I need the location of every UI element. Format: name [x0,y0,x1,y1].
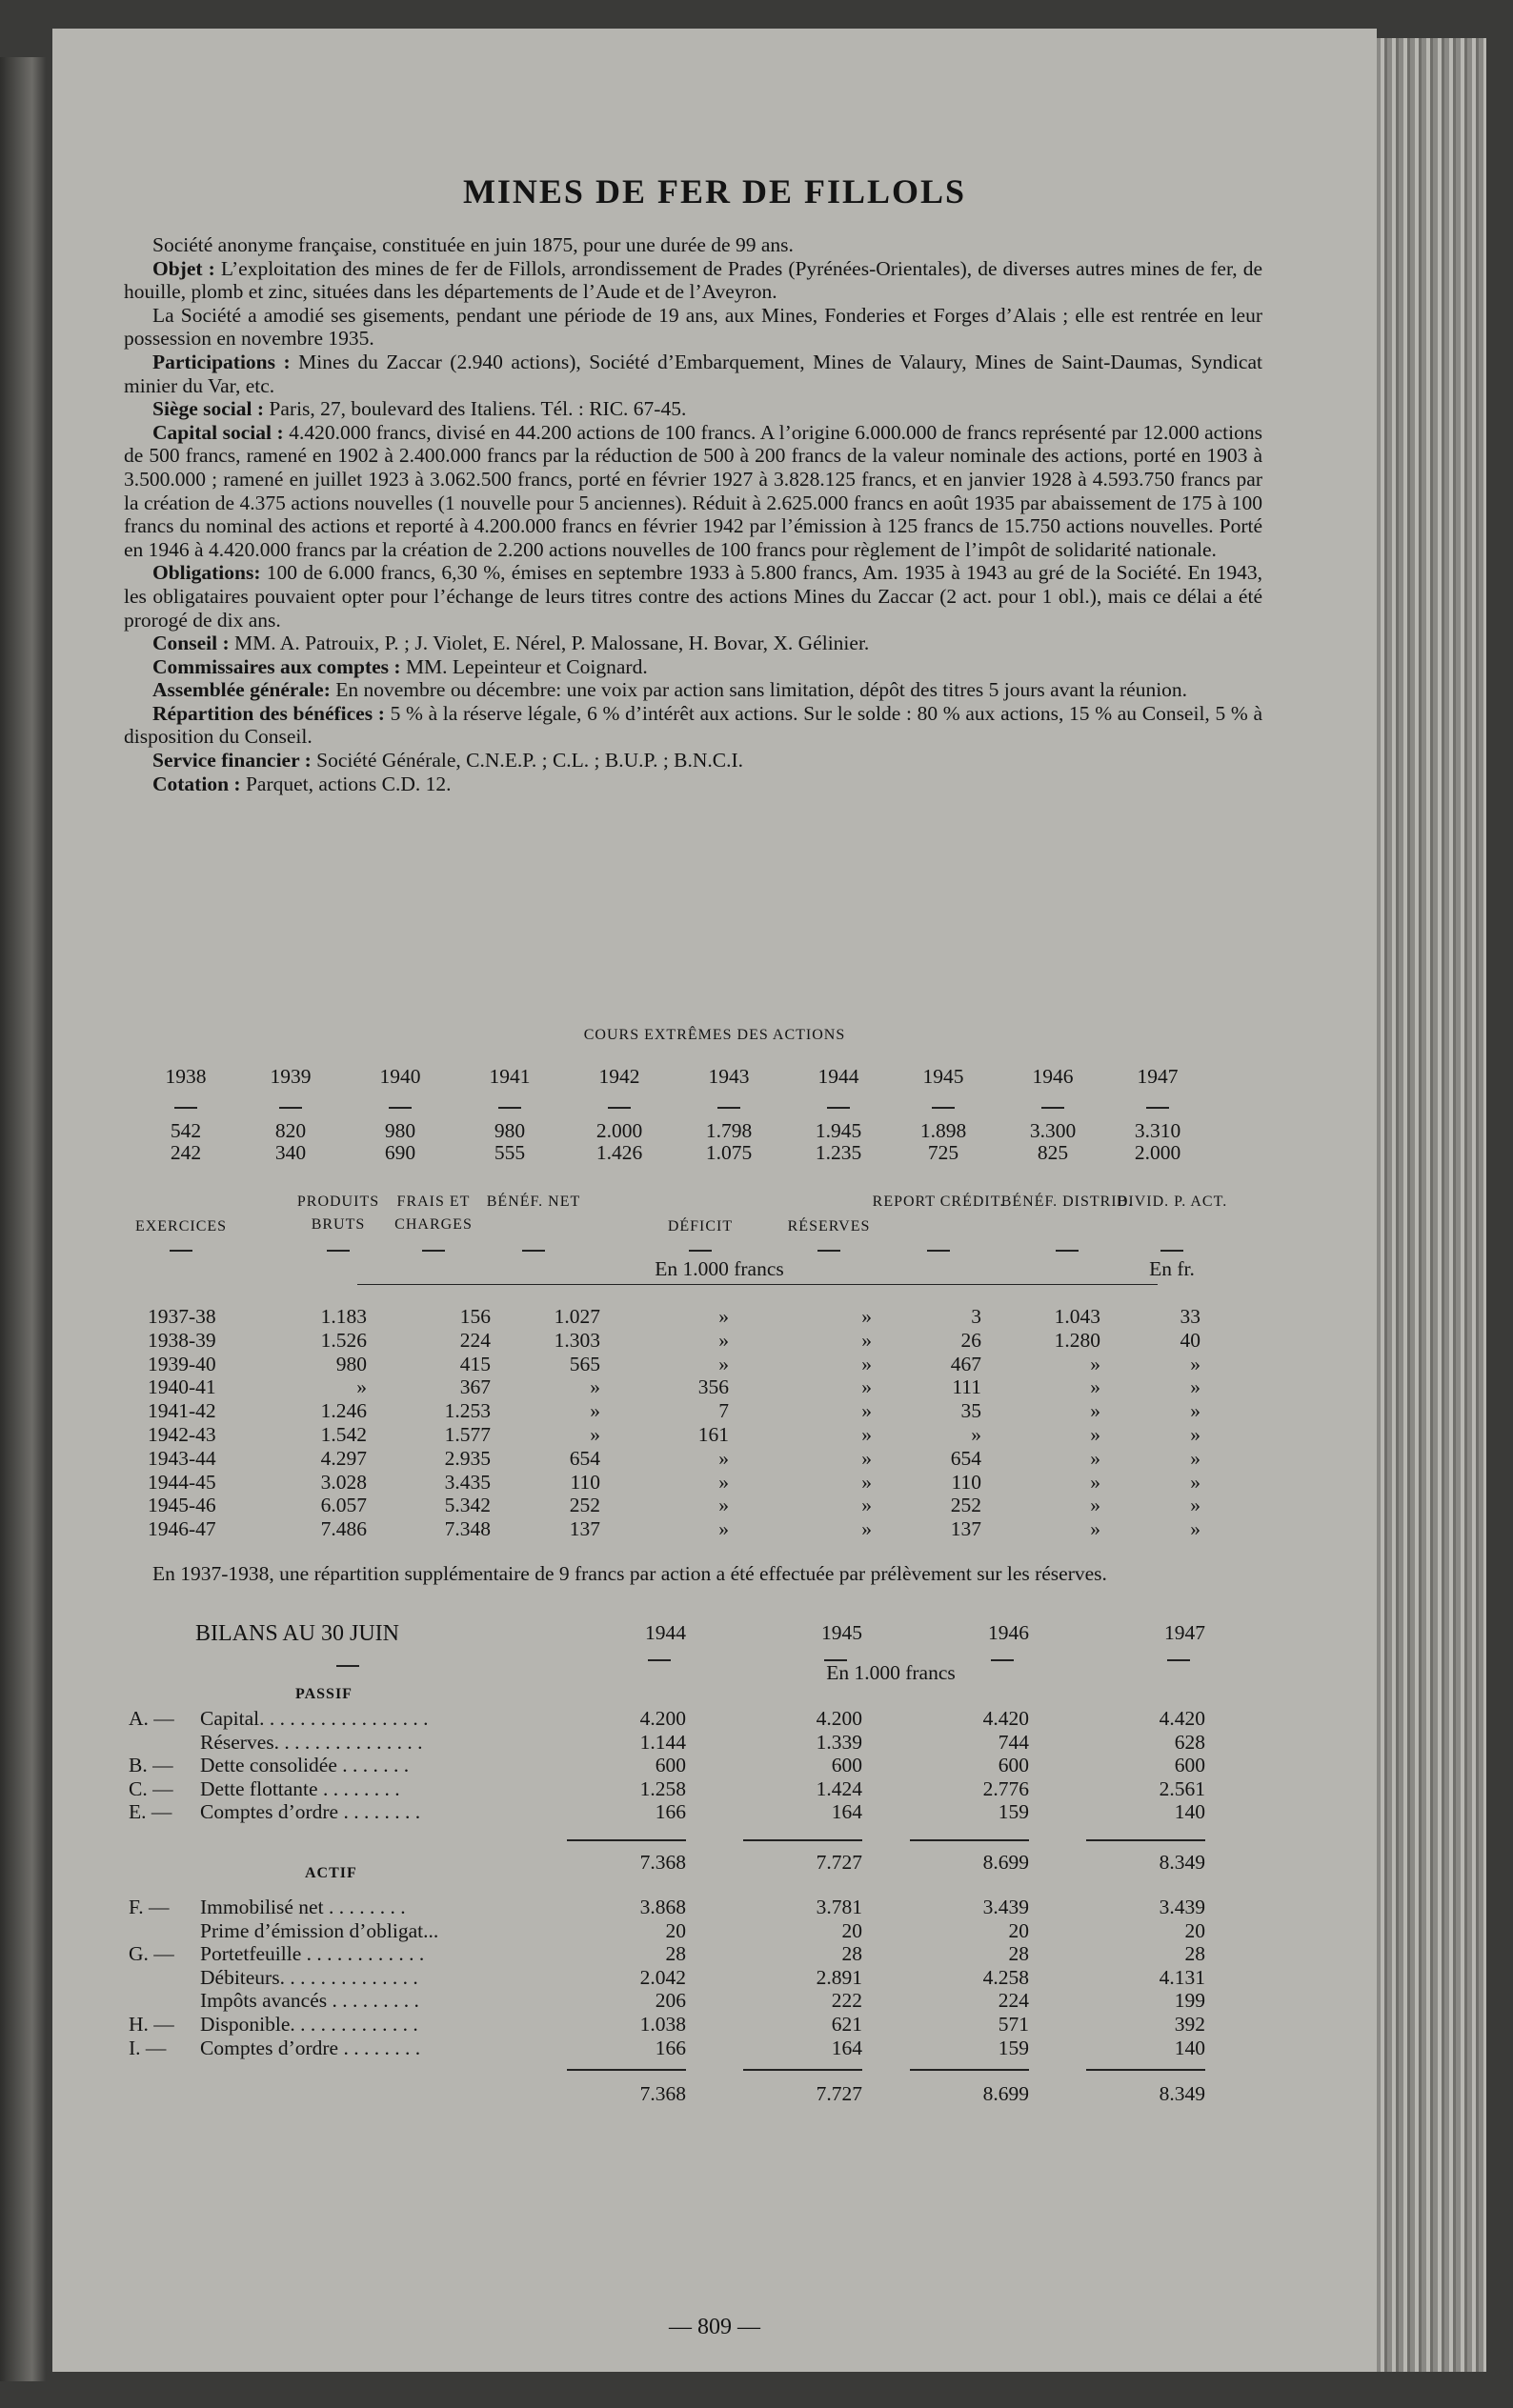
header-dash [1160,1250,1183,1252]
exercice-cell: » [1090,1399,1100,1423]
bilans-item: Disponible. . . . . . . . . . . . . [200,2013,418,2036]
cours-dash [608,1107,631,1109]
bilans-value: 3.868 [639,1896,686,1918]
paragraph-text: Société anonyme française, constituée en juin 1875, pour une durée de 99 ans. [152,233,794,256]
cours-high: 980 [384,1119,416,1142]
bilans-value: 744 [998,1730,1029,1754]
exercice-cell: 1.183 [320,1305,367,1328]
total-rule [1086,1839,1205,1841]
header-dash [927,1250,950,1252]
exercice-cell: 35 [960,1399,981,1423]
paragraph-label: Objet : [152,256,215,280]
page-number: — 809 — [669,2315,760,2339]
paragraph-text: Paris, 27, boulevard des Italiens. Tél. : RIC. 67-45. [264,397,687,421]
bilans-value: 4.200 [816,1707,862,1730]
header-dash [689,1250,712,1252]
bilans-value: 159 [998,2036,1029,2059]
exercice-cell: 1.542 [320,1423,367,1446]
paragraph-label: Obligations: [152,561,261,585]
bilans-value: 140 [1174,2036,1205,2059]
description-paragraph [124,702,1262,749]
cours-low: 242 [170,1141,202,1164]
cours-dash [389,1107,412,1109]
cours-dash [279,1107,302,1109]
bilans-value: 621 [831,2013,862,2036]
cours-high: 1.798 [705,1119,753,1142]
cours-low: 1.426 [595,1141,643,1164]
exercice-cell: » [1190,1423,1200,1446]
exercices-header: DÉFICIT [667,1218,734,1234]
cours-year: 1938 [165,1065,207,1088]
exercice-cell: » [590,1399,600,1423]
unit-brace-line [357,1284,1158,1285]
cours-high: 1.898 [919,1119,967,1142]
bilans-value: 20 [1008,1918,1029,1942]
paragraph-text: 5 % à la réserve légale, 6 % d’intérêt aux actions. Sur le solde : 80 % aux actions, 15 % au Conseil, 5 % à disposition du Conseil. [124,701,1263,749]
bilans-item: Réserves. . . . . . . . . . . . . . . [200,1730,423,1754]
page-title: MINES DE FER DE FILLOLS [462,172,967,211]
bilans-value: 1.038 [639,2013,686,2036]
exercices-header: REPORT CRÉDIT. [872,1194,1005,1210]
exercice-cell: » [1090,1446,1100,1470]
description-paragraph [124,632,1262,655]
book-page [52,29,1377,2372]
bilans-letter: H. — [129,2013,174,2036]
header-dash [422,1250,445,1252]
cours-high: 2.000 [595,1119,643,1142]
exercice-cell: » [356,1375,367,1399]
bilans-value: 3.439 [982,1896,1029,1918]
cours-dash [1146,1107,1169,1109]
exercice-cell: » [861,1494,872,1517]
description-paragraph [124,749,1262,773]
exercice-year: 1946-47 [148,1517,216,1541]
description-paragraph [124,351,1262,397]
exercice-cell: 1.043 [1054,1305,1100,1328]
passif-total: 8.349 [1159,1851,1205,1874]
cours-year: 1943 [708,1065,750,1088]
bilans-letter: I. — [129,2036,167,2059]
exercice-year: 1938-39 [148,1328,216,1352]
exercice-year: 1940-41 [148,1375,216,1399]
paragraph-text: La Société a amodié ses gisements, pendant une période de 19 ans, aux Mines, Fonderies et Forges d’Alais ; elle est rentrée en leur possession en novembre 1935. [124,303,1262,351]
exercice-cell: » [1090,1470,1100,1494]
bilans-letter: E. — [129,1800,172,1824]
exercice-cell: 565 [569,1352,600,1375]
exercice-cell: 367 [459,1375,491,1399]
bilans-value: 4.200 [639,1707,686,1730]
bilans-value: 571 [998,2013,1029,2036]
exercice-cell: 3 [971,1305,981,1328]
bilans-letter: F. — [129,1896,170,1918]
cours-dash [717,1107,740,1109]
paragraph-text: En novembre ou décembre: une voix par action sans limitation, dépôt des titres 5 jours avant la réunion. [330,678,1188,702]
exercice-cell: » [718,1352,729,1375]
header-dash [522,1250,545,1252]
bilans-value: 222 [831,1989,862,2013]
exercice-cell: » [1190,1375,1200,1399]
total-rule [567,2069,686,2071]
cours-low: 1.235 [815,1141,862,1164]
paragraph-text: MM. A. Patrouix, P. ; J. Violet, E. Nérel, P. Malossane, H. Bovar, X. Gélinier. [229,632,870,655]
bilans-year: 1946 [988,1621,1029,1644]
cours-low: 825 [1037,1141,1069,1164]
exercice-cell: » [971,1423,981,1446]
exercices-header: EXERCICES [134,1218,228,1234]
bilans-value: 166 [655,1800,686,1824]
bilans-value: 166 [655,2036,686,2059]
exercice-cell: » [718,1494,729,1517]
exercice-cell: 356 [697,1375,729,1399]
bilans-value: 4.131 [1159,1965,1205,1989]
description-paragraph [124,561,1262,632]
unit-label: En 1.000 francs [655,1257,784,1280]
page-title-wrap [52,171,1377,211]
paragraph-label: Siège social : [152,397,265,421]
cours-dash [1041,1107,1064,1109]
exercice-cell: 6.057 [320,1494,367,1517]
exercice-cell: 110 [951,1470,981,1494]
exercices-header: DIVID. P. ACT. [1116,1194,1228,1210]
exercice-cell: 654 [569,1446,600,1470]
bilans-value: 2.891 [816,1965,862,1989]
exercice-cell: » [861,1375,872,1399]
exercice-cell: 1.280 [1054,1328,1100,1352]
bilans-value: 224 [998,1989,1029,2013]
paragraph-text: Parquet, actions C.D. 12. [240,772,452,795]
exercice-cell: 156 [459,1305,491,1328]
exercice-cell: » [1190,1446,1200,1470]
description-paragraph [124,397,1262,421]
exercices-header: PRODUITS BRUTS [296,1194,380,1233]
bilans-value: 20 [1184,1918,1205,1942]
bilans-item: Comptes d’ordre . . . . . . . . [200,1800,421,1824]
bilans-letter: B. — [129,1754,173,1777]
actif-total: 8.349 [1159,2082,1205,2106]
cours-high: 1.945 [815,1119,862,1142]
bilans-value: 164 [831,2036,862,2059]
bilans-value: 600 [831,1754,862,1777]
actif-total: 8.699 [982,2082,1029,2106]
exercice-cell: » [1090,1494,1100,1517]
exercice-cell: » [1190,1494,1200,1517]
bilans-item: Immobilisé net . . . . . . . . [200,1896,406,1918]
bilans-unit: En 1.000 francs [826,1661,956,1684]
paragraph-label: Assemblée générale: [152,678,331,702]
exercice-cell: 137 [569,1517,600,1541]
paragraph-label: Cotation : [152,772,241,795]
exercice-cell: 980 [335,1352,367,1375]
description-paragraph [124,421,1262,562]
exercice-cell: 252 [950,1494,981,1517]
bilans-letter: C. — [129,1776,173,1800]
bilans-value: 20 [841,1918,862,1942]
exercice-cell: » [1090,1517,1100,1541]
exercice-cell: 7 [718,1399,729,1423]
unit-label-right: En fr. [1149,1257,1195,1280]
exercice-cell: 3.435 [444,1470,491,1494]
exercice-cell: 161 [697,1423,729,1446]
exercice-cell: 415 [459,1352,491,1375]
cours-low: 1.075 [705,1141,753,1164]
bilans-value: 140 [1174,1800,1205,1824]
exercice-cell: 1.526 [320,1328,367,1352]
cours-low: 690 [384,1141,416,1164]
exercices-note: En 1937-1938, une répartition supplémentaire de 9 francs par action a été effectuée par prélèvement sur les réserves. [152,1562,1107,1585]
bilans-value: 628 [1174,1730,1205,1754]
exercice-cell: » [718,1517,729,1541]
description-paragraph [124,773,1262,796]
bilans-value: 159 [998,1800,1029,1824]
bilans-item: Comptes d’ordre . . . . . . . . [200,2036,421,2059]
exercice-cell: 1.303 [554,1328,600,1352]
bilans-value: 164 [831,1800,862,1824]
exercice-cell: » [861,1446,872,1470]
cours-high: 820 [274,1119,307,1142]
total-rule [567,1839,686,1841]
cours-high: 542 [170,1119,202,1142]
paragraph-text: L’exploitation des mines de fer de Fillols, arrondissement de Prades (Pyrénées-Orientales), de diverses autres mines de fer, de houille, plomb et zinc, situées dans les départements de l’Aude et de l’Aveyron. [124,256,1263,304]
bilans-value: 2.776 [982,1776,1029,1800]
description-paragraph [124,655,1262,679]
exercice-cell: 654 [950,1446,981,1470]
bilans-year: 1944 [645,1621,686,1644]
bilans-value: 3.439 [1159,1896,1205,1918]
exercice-year: 1942-43 [148,1423,216,1446]
cours-dash [498,1107,521,1109]
exercices-note-wrap [124,1562,1262,1586]
passif-label: PASSIF [295,1686,353,1702]
paragraph-label: Service financier : [152,749,312,773]
bilans-value: 1.424 [816,1776,862,1800]
exercice-cell: 1.577 [444,1423,491,1446]
description-paragraph [124,678,1262,702]
exercice-cell: » [861,1305,872,1328]
paragraph-label: Commissaires aux comptes : [152,654,401,678]
total-rule [743,1839,862,1841]
bilans-value: 28 [841,1942,862,1966]
exercice-year: 1937-38 [148,1305,216,1328]
total-rule [910,1839,1029,1841]
cours-dash [932,1107,955,1109]
bilans-value: 28 [1008,1942,1029,1966]
cours-low: 340 [274,1141,307,1164]
exercice-year: 1945-46 [148,1494,216,1517]
cours-year: 1945 [922,1065,964,1088]
actif-total: 7.727 [816,2082,862,2106]
exercice-cell: 5.342 [444,1494,491,1517]
header-dash [170,1250,192,1252]
paragraph-text: 100 de 6.000 francs, 6,30 %, émises en septembre 1933 à 5.800 francs, Am. 1935 à 1943 au gré de la Société. En 1943, les obligataires pouvaient opter pour l’échange de leurs titres contre des actions Mines du Zaccar (2 act. pour 1 obl.), mais ce délai a été prorogé de dix ans. [124,561,1262,632]
bilans-item: Portetfeuille . . . . . . . . . . . . [200,1942,425,1966]
cours-low: 2.000 [1134,1141,1181,1164]
exercices-header: BÉNÉF. DISTRIB. [1000,1194,1134,1210]
exercice-cell: » [1190,1470,1200,1494]
cours-year: 1942 [598,1065,640,1088]
exercice-cell: » [861,1352,872,1375]
exercice-cell: » [1090,1352,1100,1375]
bilans-item: Dette flottante . . . . . . . . [200,1776,400,1800]
actif-label: ACTIF [305,1865,357,1881]
cours-dash [827,1107,850,1109]
exercice-cell: » [861,1517,872,1541]
bilans-value: 600 [998,1754,1029,1777]
year-dash [648,1659,671,1661]
bilans-value: 4.420 [982,1707,1029,1730]
bilans-value: 1.144 [639,1730,686,1754]
bilans-value: 1.339 [816,1730,862,1754]
description-paragraph [124,257,1262,304]
bilans-value: 4.258 [982,1965,1029,1989]
company-description [124,233,1262,795]
exercice-year: 1944-45 [148,1470,216,1494]
bilans-value: 2.042 [639,1965,686,1989]
exercices-header: RÉSERVES [787,1218,871,1234]
bilans-letter: A. — [129,1707,174,1730]
exercice-cell: 40 [1180,1328,1200,1352]
exercice-cell: » [718,1328,729,1352]
bilans-value: 28 [665,1942,686,1966]
cours-low: 725 [927,1141,959,1164]
exercice-cell: » [590,1375,600,1399]
exercice-cell: » [861,1470,872,1494]
exercice-cell: » [861,1423,872,1446]
exercice-cell: 224 [459,1328,491,1352]
paragraph-label: Répartition des bénéfices : [152,701,385,725]
bilans-value: 1.258 [639,1776,686,1800]
cours-high: 3.300 [1029,1119,1077,1142]
exercice-cell: 111 [952,1375,981,1399]
exercices-header: BÉNÉF. NET [486,1194,581,1210]
passif-total: 7.368 [639,1851,686,1874]
bilans-year: 1947 [1164,1621,1205,1644]
exercice-cell: » [718,1470,729,1494]
paragraph-text: Mines du Zaccar (2.940 actions), Société d’Embarquement, Mines de Valaury, Mines de Saint-Daumas, Syndicat minier du Var, etc. [124,350,1262,397]
paragraph-text: Société Générale, C.N.E.P. ; C.L. ; B.U.P. ; B.N.C.I. [311,749,744,773]
exercice-year: 1941-42 [148,1399,216,1423]
facing-page-edge [0,57,46,2381]
exercice-cell: 7.348 [444,1517,491,1541]
bilans-item: Impôts avancés . . . . . . . . . [200,1989,419,2013]
cours-year: 1940 [379,1065,421,1088]
exercice-cell: 252 [569,1494,600,1517]
exercice-cell: » [1090,1375,1100,1399]
bilans-value: 199 [1174,1989,1205,2013]
cours-year: 1941 [489,1065,531,1088]
bilans-item: Débiteurs. . . . . . . . . . . . . . [200,1965,418,1989]
bilans-title: BILANS AU 30 JUIN [195,1621,400,1646]
exercice-cell: 110 [570,1470,600,1494]
exercice-cell: » [1090,1423,1100,1446]
year-dash [1167,1659,1190,1661]
total-rule [910,2069,1029,2071]
exercice-cell: 467 [950,1352,981,1375]
exercice-year: 1943-44 [148,1446,216,1470]
header-dash [1056,1250,1079,1252]
cours-low: 555 [494,1141,526,1164]
exercice-cell: » [718,1446,729,1470]
exercice-cell: » [1190,1352,1200,1375]
exercice-cell: 3.028 [320,1470,367,1494]
paragraph-label: Participations : [152,350,291,373]
actif-total: 7.368 [639,2082,686,2106]
cours-year: 1947 [1137,1065,1179,1088]
bilans-item: Capital. . . . . . . . . . . . . . . . . [200,1707,429,1730]
bilans-value: 600 [1174,1754,1205,1777]
description-paragraph [124,304,1262,351]
paragraph-text: MM. Lepeinteur et Coignard. [400,654,648,678]
header-dash [817,1250,840,1252]
bilans-value: 2.561 [1159,1776,1205,1800]
paragraph-label: Capital social : [152,420,284,444]
bilans-value: 392 [1174,2013,1205,2036]
paragraph-label: Conseil : [152,632,230,655]
bilans-item: Dette consolidée . . . . . . . [200,1754,410,1777]
bilans-item: Prime d’émission d’obligat... [200,1918,439,1942]
exercice-cell: 33 [1180,1305,1200,1328]
cours-high: 3.310 [1134,1119,1181,1142]
passif-total: 7.727 [816,1851,862,1874]
bilans-letter: G. — [129,1942,174,1966]
exercice-year: 1939-40 [148,1352,216,1375]
exercice-cell: » [861,1328,872,1352]
exercice-cell: » [1190,1399,1200,1423]
exercice-cell: 1.246 [320,1399,367,1423]
exercice-cell: 7.486 [320,1517,367,1541]
bilans-value: 206 [655,1989,686,2013]
bilans-value: 28 [1184,1942,1205,1966]
title-dash [336,1665,359,1667]
exercice-cell: 137 [950,1517,981,1541]
exercice-cell: 4.297 [320,1446,367,1470]
exercices-header: FRAIS ET CHARGES [394,1194,473,1233]
bilans-year: 1945 [821,1621,862,1644]
total-rule [743,2069,862,2071]
exercice-cell: 26 [960,1328,981,1352]
exercice-cell: » [718,1305,729,1328]
bilans-value: 3.781 [816,1896,862,1918]
bilans-value: 4.420 [1159,1707,1205,1730]
bilans-value: 600 [655,1754,686,1777]
description-paragraph [124,233,1262,257]
exercice-cell: 1.253 [444,1399,491,1423]
cours-year: 1944 [817,1065,859,1088]
exercice-cell: » [861,1399,872,1423]
cours-year: 1946 [1032,1065,1074,1088]
header-dash [327,1250,350,1252]
cours-year: 1939 [270,1065,312,1088]
cours-high: 980 [494,1119,526,1142]
cours-dash [174,1107,197,1109]
total-rule [1086,2069,1205,2071]
paragraph-text: 4.420.000 francs, divisé en 44.200 actions de 100 francs. A l’origine 6.000.000 de francs représenté par 12.000 actions de 500 francs, ramené en 1902 à 2.400.000 francs par la réduction de 500 à 200 francs de la valeur nominale des actions, porté en 1903 à 3.500.000 ; ramené en juillet 1923 à 3.062.500 francs, porté en février 1927 à 3.828.125 francs, et en janvier 1928 à 4.593.750 francs par la création de 4.375 actions nouvelles (1 nouvelle pour 5 anciennes). Réduit à 2.625.000 francs en août 1935 par abaissement de 175 à 100 francs du nominal des actions et reporté à 4.200.000 francs en février 1942 par l’émission à 125 francs de 15.750 actions nouvelles. Porté en 1946 à 4.420.000 francs par la création de 2.200 actions nouvelles de 100 francs pour règlement de l’impôt de solidarité nationale. [124,420,1262,561]
passif-total: 8.699 [982,1851,1029,1874]
exercice-cell: 2.935 [444,1446,491,1470]
exercice-cell: » [1190,1517,1200,1541]
exercice-cell: » [590,1423,600,1446]
cours-heading: COURS EXTRÊMES DES ACTIONS [583,1027,846,1043]
bilans-value: 20 [665,1918,686,1942]
exercice-cell: 1.027 [554,1305,600,1328]
